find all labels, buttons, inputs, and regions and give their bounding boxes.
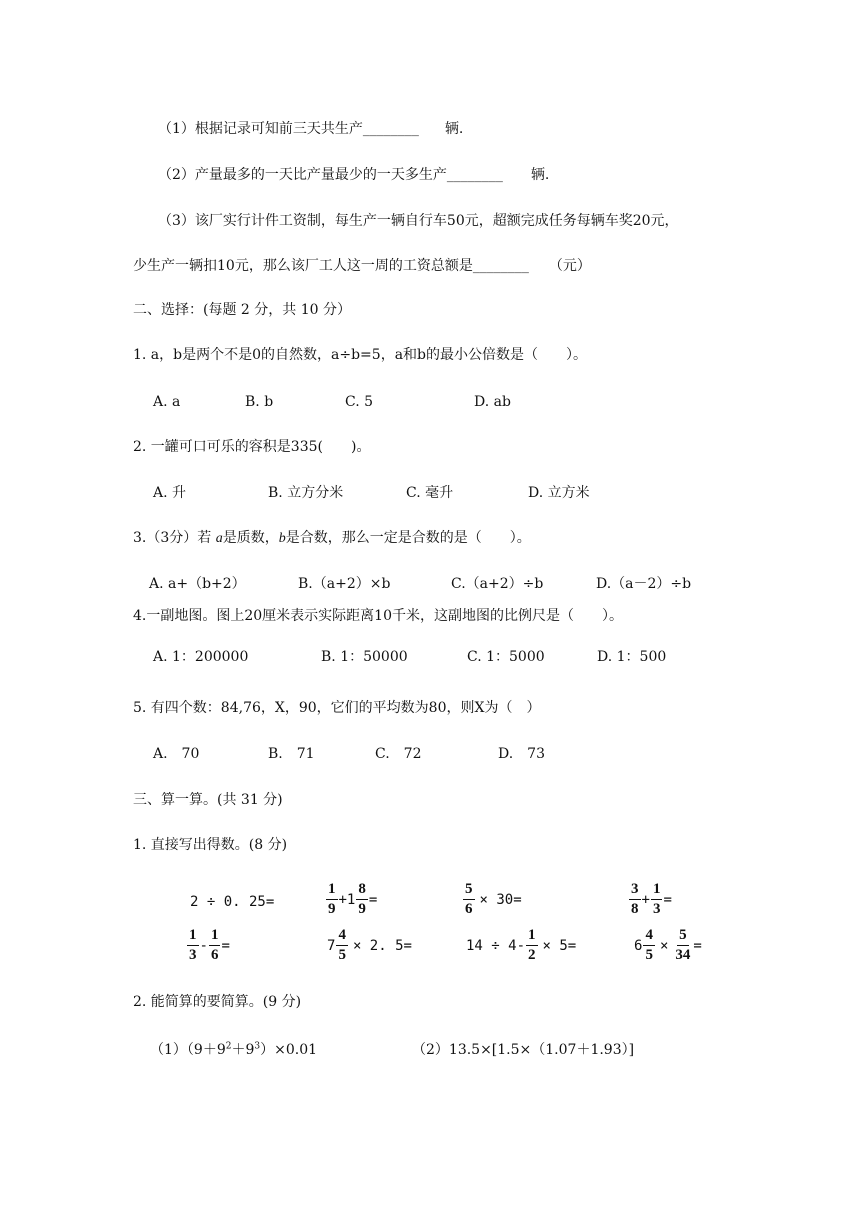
option-a[interactable]: A. a+（b+2） (149, 576, 246, 592)
fraction: $\frac{1}{6}$ (210, 927, 219, 963)
operator: + (641, 891, 650, 908)
simplify-problem-2: （2）13.5×[1.5×（1.07＋1.93）] (412, 1042, 635, 1058)
fraction: $\frac{5}{34}$ (675, 927, 691, 963)
option-d[interactable]: D. 1：500 (597, 649, 667, 665)
option-c[interactable]: C.（a+2）÷b (451, 576, 544, 592)
fraction: $\frac{1}{3}$ (189, 927, 197, 963)
expression-7 (466, 926, 576, 965)
sub-question-3-line1: （3）该厂实行计件工资制，每生产一辆自行车50元，超额完成任务每辆车奖20元， (158, 213, 679, 229)
sub-question-3-text: 少生产一辆扣10元，那么该厂工人这一周的工资总额是 (133, 258, 473, 274)
expression-1: 2 ÷ 0. 25= (190, 894, 275, 910)
fraction: $\frac{4}{5}$ (338, 927, 346, 963)
fraction: $\frac{5}{6}$ (465, 881, 473, 917)
answer-blank[interactable]: ________ (472, 258, 529, 274)
option-b[interactable]: B. 71 (268, 746, 315, 762)
option-b[interactable]: B.（a+2）×b (298, 576, 391, 592)
sub-question-3-line2 (133, 257, 591, 275)
question-4-stem: 4.一副地图。图上20厘米表示实际距离10千米，这副地图的比例尺是（ ）。 (133, 608, 623, 624)
equals-sign: = (693, 937, 702, 954)
sub-question-2 (158, 166, 549, 184)
option-b[interactable]: B. 立方分米 (268, 485, 344, 501)
operator: +1 (338, 891, 356, 908)
option-c[interactable]: C. 72 (375, 746, 422, 762)
option-d[interactable]: D. 73 (498, 746, 545, 762)
sub-question-1 (158, 120, 463, 138)
expression-prefix: 14 ÷ 4- (466, 937, 526, 954)
fraction: $\frac{8}{9}$ (358, 881, 366, 917)
expression-2 (325, 880, 377, 919)
expression-rest: × 2. 5= (352, 937, 412, 954)
operator: - (199, 937, 208, 954)
expression-5 (186, 926, 230, 965)
unit-label: （元） (548, 258, 591, 274)
fraction: $\frac{3}{8}$ (631, 881, 639, 917)
expression-rest: × 5= (542, 937, 577, 954)
option-c[interactable]: C. 5 (345, 394, 374, 410)
option-d[interactable]: D. ab (474, 394, 511, 410)
question-3-stem (133, 529, 531, 548)
fraction: $\frac{4}{5}$ (645, 927, 653, 963)
option-d[interactable]: D.（a－2）÷b (596, 576, 692, 592)
section-2-heading: 二、选择：(每题 2 分，共 10 分） (133, 302, 351, 318)
stem-suffix: 是合数，那么一定是合数的是（ ）。 (285, 530, 531, 546)
question-1-stem: 1. a，b是两个不是0的自然数，a÷b=5，a和b的最小公倍数是（ ）。 (133, 347, 588, 363)
unit-label: 辆. (530, 167, 550, 183)
section-3-heading: 三、算一算。(共 31 分) (133, 792, 283, 808)
unit-label: 辆. (444, 121, 464, 137)
expression-3 (462, 880, 522, 919)
exponent: 2 (225, 1041, 232, 1052)
sub-question-1-text: （1）根据记录可知前三天共生产 (158, 121, 363, 137)
expression-4 (628, 880, 672, 919)
equals-sign: = (663, 891, 672, 908)
answer-blank[interactable]: ________ (362, 121, 419, 137)
option-a[interactable]: A. 70 (153, 746, 200, 762)
sub-question-2-text: （2）产量最多的一天比产量最少的一天多生产 (158, 167, 447, 183)
variable-b: b (278, 531, 286, 546)
fraction: $\frac{1}{2}$ (528, 927, 536, 963)
option-a[interactable]: A. 1：200000 (153, 649, 249, 665)
expression-8 (634, 926, 702, 965)
option-a[interactable]: A. 升 (153, 485, 187, 501)
fraction: $\frac{1}{3}$ (652, 881, 661, 917)
option-a[interactable]: A. a (153, 394, 181, 410)
equals-sign: = (221, 937, 230, 954)
option-c[interactable]: C. 毫升 (406, 485, 454, 501)
simplify-problem-1 (150, 1041, 317, 1059)
stem-prefix: 3.（3分）若 (133, 530, 216, 546)
option-d[interactable]: D. 立方米 (528, 485, 590, 501)
option-b[interactable]: B. b (245, 394, 274, 410)
variable-a: a (215, 531, 223, 546)
simplify-title: 2. 能简算的要简算。(9 分) (133, 994, 302, 1010)
whole-number: 7 (327, 937, 336, 954)
answer-blank[interactable]: ________ (446, 167, 503, 183)
equals-sign: = (368, 891, 378, 908)
problem-text: （1）（9＋9 (150, 1042, 226, 1058)
operator: × (659, 937, 669, 954)
direct-calc-title: 1. 直接写出得数。(8 分) (133, 837, 288, 853)
whole-number: 6 (634, 937, 643, 954)
problem-text: ）×0.01 (260, 1042, 318, 1058)
fraction: $\frac{1}{9}$ (328, 881, 336, 917)
expression-rest: × 30= (479, 891, 522, 908)
exponent: 3 (254, 1041, 261, 1052)
option-c[interactable]: C. 1：5000 (467, 649, 545, 665)
option-b[interactable]: B. 1：50000 (321, 649, 408, 665)
problem-text: ＋9 (231, 1042, 255, 1058)
question-5-stem: 5. 有四个数：84,76，X，90，它们的平均数为80，则X为（ ） (133, 700, 541, 716)
question-2-stem: 2. 一罐可口可乐的容积是335( )。 (133, 439, 371, 455)
stem-middle: 是质数， (222, 530, 279, 546)
expression-6 (327, 926, 412, 965)
